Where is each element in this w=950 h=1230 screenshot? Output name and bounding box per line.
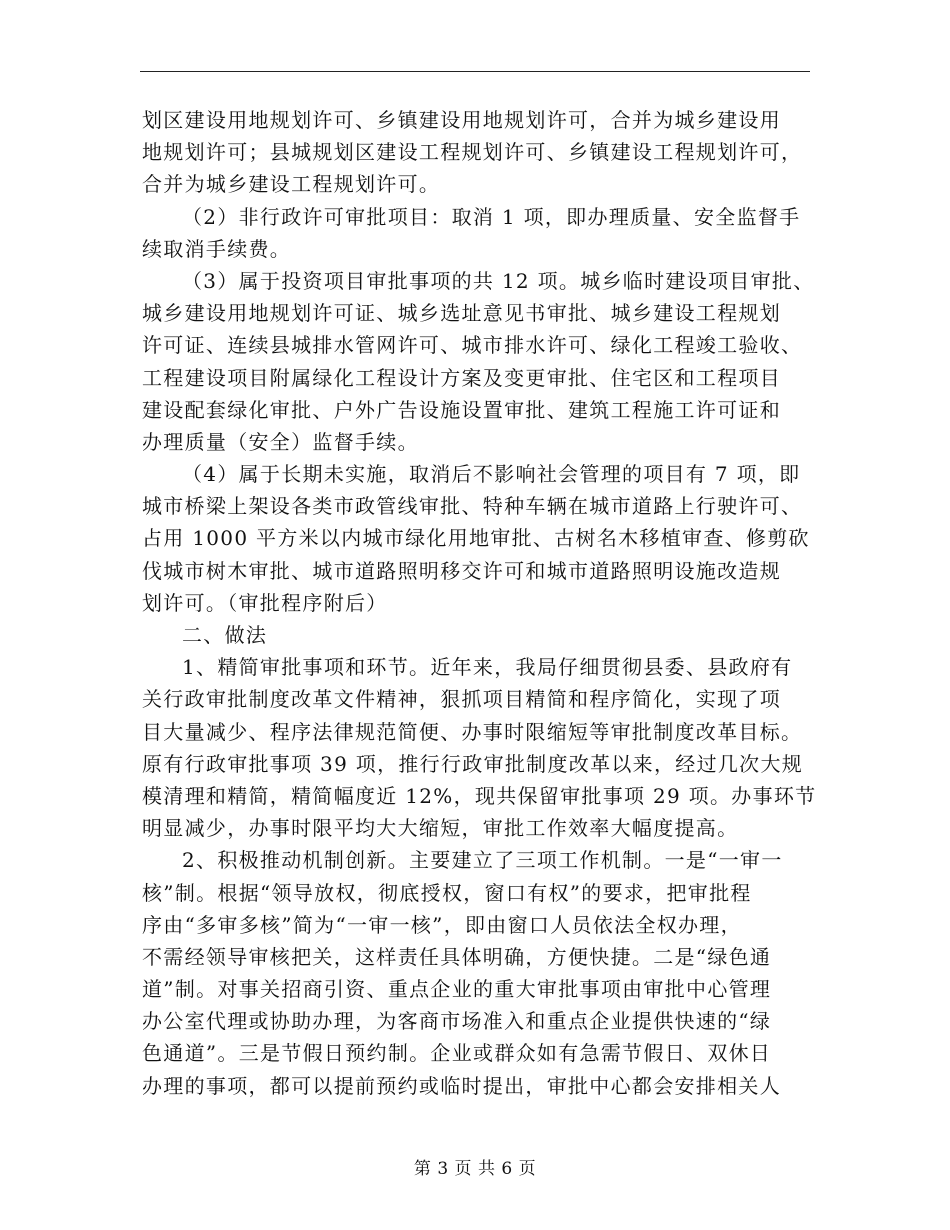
- text-line: 地规划许可；县城规划区建设工程规划许可、乡镇建设工程规划许可，: [142, 140, 803, 165]
- text-line: 许可证、连续县城排水管网许可、城市排水许可、绿化工程竣工验收、: [142, 333, 803, 358]
- footer-current-page: 3: [437, 1159, 449, 1179]
- text-line: 模清理和精简，精简幅度近 12%，现共保留审批事项 29 项。办事环节: [142, 783, 817, 808]
- text-line: （3）属于投资项目审批事项的共 12 项。城乡临时建设项目审批、: [182, 268, 815, 293]
- footer-middle: 页 共: [454, 1159, 496, 1179]
- text-line: 伐城市树木审批、城市道路照明移交许可和城市道路照明设施改造规: [142, 558, 781, 583]
- text-line: 原有行政审批事项 39 项，推行行政审批制度改革以来，经过几次大规: [142, 751, 804, 776]
- text-line: 2、积极推动机制创新。主要建立了三项工作机制。一是“一审一: [182, 848, 783, 873]
- text-line: 划区建设用地规划许可、乡镇建设用地规划许可，合并为城乡建设用: [142, 108, 781, 132]
- text-line: 道”制。对事关招商引资、重点企业的重大审批事项由审批中心管理: [142, 977, 772, 1002]
- text-line: 工程建设项目附属绿化工程设计方案及变更审批、住宅区和工程项目: [142, 365, 781, 390]
- text-line: 不需经领导审核把关，这样责任具体明确，方便快捷。二是“绿色通: [142, 944, 772, 969]
- text-line: 序由“多审多核”简为“一审一核”，即由窗口人员依法全权办理，: [142, 912, 742, 937]
- document-body: [142, 104, 817, 1102]
- text-line: 城乡建设用地规划许可证、城乡选址意见书审批、城乡建设工程规划: [142, 301, 781, 326]
- text-line: 占用 1000 平方米以内城市绿化用地审批、古树名木移植审查、修剪砍: [142, 526, 810, 551]
- footer-suffix: 页: [518, 1159, 537, 1179]
- text-line: 核”制。根据“领导放权，彻底授权，窗口有权”的要求，把审批程: [142, 880, 752, 905]
- text-line: （2）非行政许可审批项目：取消 1 项，即办理质量、安全监督手: [182, 204, 801, 229]
- text-line: 办理的事项，都可以提前预约或临时提出，审批中心都会安排相关人: [142, 1073, 781, 1098]
- text-line: 目大量减少、程序法律规范简便、办事时限缩短等审批制度改革目标。: [142, 719, 803, 744]
- text-line: 合并为城乡建设工程规划许可。: [142, 172, 441, 197]
- text-line: 色通道”。三是节假日预约制。企业或群众如有急需节假日、双休日: [142, 1041, 772, 1066]
- page-footer: [0, 1154, 950, 1179]
- header-rule: [140, 71, 810, 72]
- text-line: （4）属于长期未实施，取消后不影响社会管理的项目有 7 项，即: [182, 462, 801, 487]
- footer-prefix: 第: [413, 1159, 432, 1179]
- text-line: 办理质量（安全）监督手续。: [142, 429, 419, 454]
- footer-total-pages: 6: [501, 1159, 513, 1179]
- text-line: 划许可。（审批程序附后）: [142, 590, 388, 615]
- text-line: 1、精简审批事项和环节。近年来，我局仔细贯彻县委、县政府有: [182, 655, 793, 680]
- text-line: 建设配套绿化审批、户外广告设施设置审批、建筑工程施工许可证和: [142, 397, 781, 422]
- text-line: 明显减少，办事时限平均大大缩短，审批工作效率大幅度提高。: [142, 816, 739, 841]
- text-line: 关行政审批制度改革文件精神，狠抓项目精简和程序简化，实现了项: [142, 687, 781, 712]
- text-line: 城市桥梁上架设各类市政管线审批、特种车辆在城市道路上行驶许可、: [142, 494, 803, 519]
- text-line: 办公室代理或协助办理，为客商市场准入和重点企业提供快速的“绿: [142, 1009, 772, 1034]
- text-line: 续取消手续费。: [142, 236, 292, 261]
- text-line: 二、做法: [182, 623, 268, 647]
